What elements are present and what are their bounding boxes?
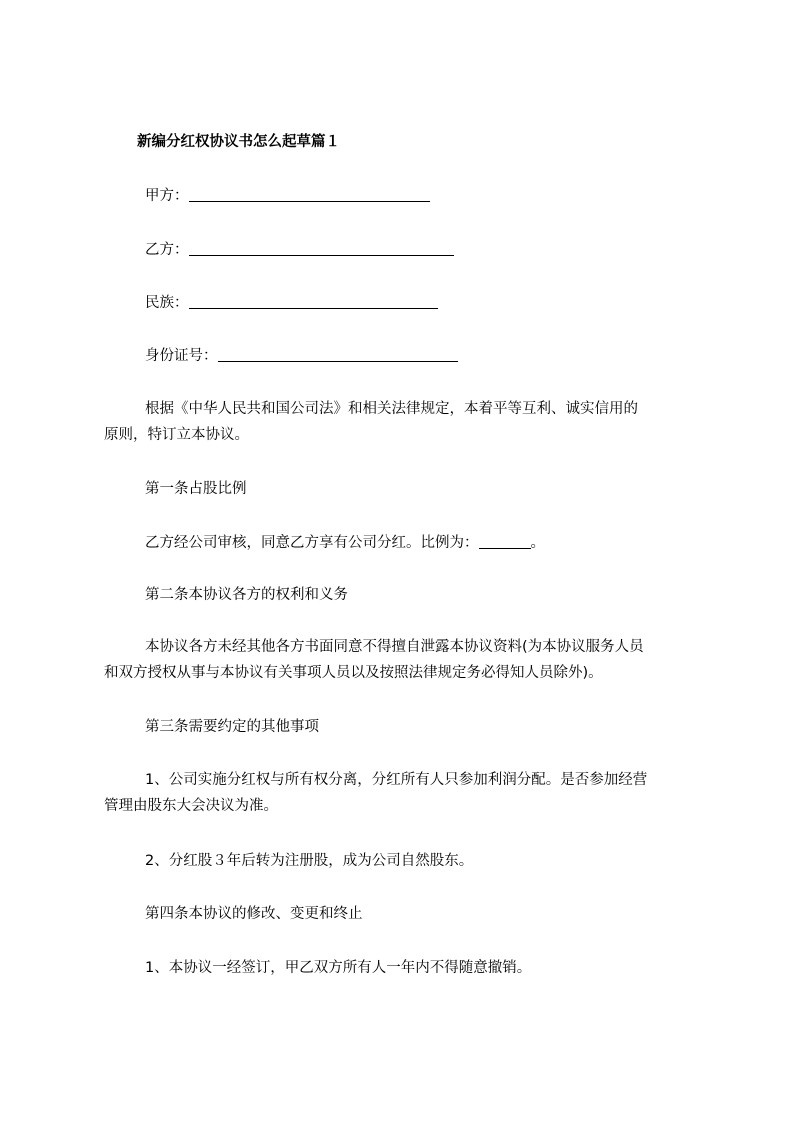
article-3-item-1-line-1: 1、公司实施分红权与所有权分离，分红所有人只参加利润分配。是否参加经营 xyxy=(145,772,648,788)
preamble-line-2: 原则，特订立本协议。 xyxy=(104,427,249,443)
article-3-heading: 第三条需要约定的其他事项 xyxy=(145,719,319,735)
ethnicity-blank[interactable] xyxy=(189,292,438,309)
id-number-field xyxy=(145,343,705,369)
id-number-label: 身份证号： xyxy=(145,348,218,364)
ethnicity-field xyxy=(145,290,705,316)
ratio-blank[interactable] xyxy=(479,532,531,549)
party-b-label: 乙方： xyxy=(145,242,189,258)
party-a-blank[interactable] xyxy=(189,185,430,202)
article-1-text xyxy=(145,530,705,556)
ethnicity-label: 民族： xyxy=(145,295,189,311)
party-a-label: 甲方： xyxy=(145,188,189,204)
article-1-heading: 第一条占股比例 xyxy=(145,481,247,497)
article-2-heading: 第二条本协议各方的权利和义务 xyxy=(145,587,348,603)
party-b-field xyxy=(145,237,705,263)
article-1-text-before: 乙方经公司审核，同意乙方享有公司分红。比例为： xyxy=(145,535,479,551)
article-1-text-after: 。 xyxy=(530,535,545,551)
article-4-heading: 第四条本协议的修改、变更和终止 xyxy=(145,906,363,922)
article-3-item-1 xyxy=(104,767,701,819)
article-2-line-1: 本协议各方未经其他各方书面同意不得擅自泄露本协议资料(为本协议服务人员 xyxy=(145,639,644,655)
article-4-item-1: 1、本协议一经签订，甲乙双方所有人一年内不得随意撤销。 xyxy=(145,960,532,976)
article-2-paragraph xyxy=(104,634,701,686)
party-b-blank[interactable] xyxy=(189,239,454,256)
id-number-blank[interactable] xyxy=(218,345,458,362)
preamble-paragraph xyxy=(104,396,701,448)
party-a-field xyxy=(145,183,705,209)
article-2-line-2: 和双方授权从事与本协议有关事项人员以及按照法律规定务必得知人员除外)。 xyxy=(104,665,603,681)
preamble-line-1: 根据《中华人民共和国公司法》和相关法律规定，本着平等互利、诚实信用的 xyxy=(145,401,638,417)
article-3-item-1-line-2: 管理由股东大会决议为准。 xyxy=(104,798,278,814)
document-title: 新编分红权协议书怎么起草篇１ xyxy=(137,134,340,150)
article-3-item-2: 2、分红股３年后转为注册股，成为公司自然股东。 xyxy=(145,853,474,869)
